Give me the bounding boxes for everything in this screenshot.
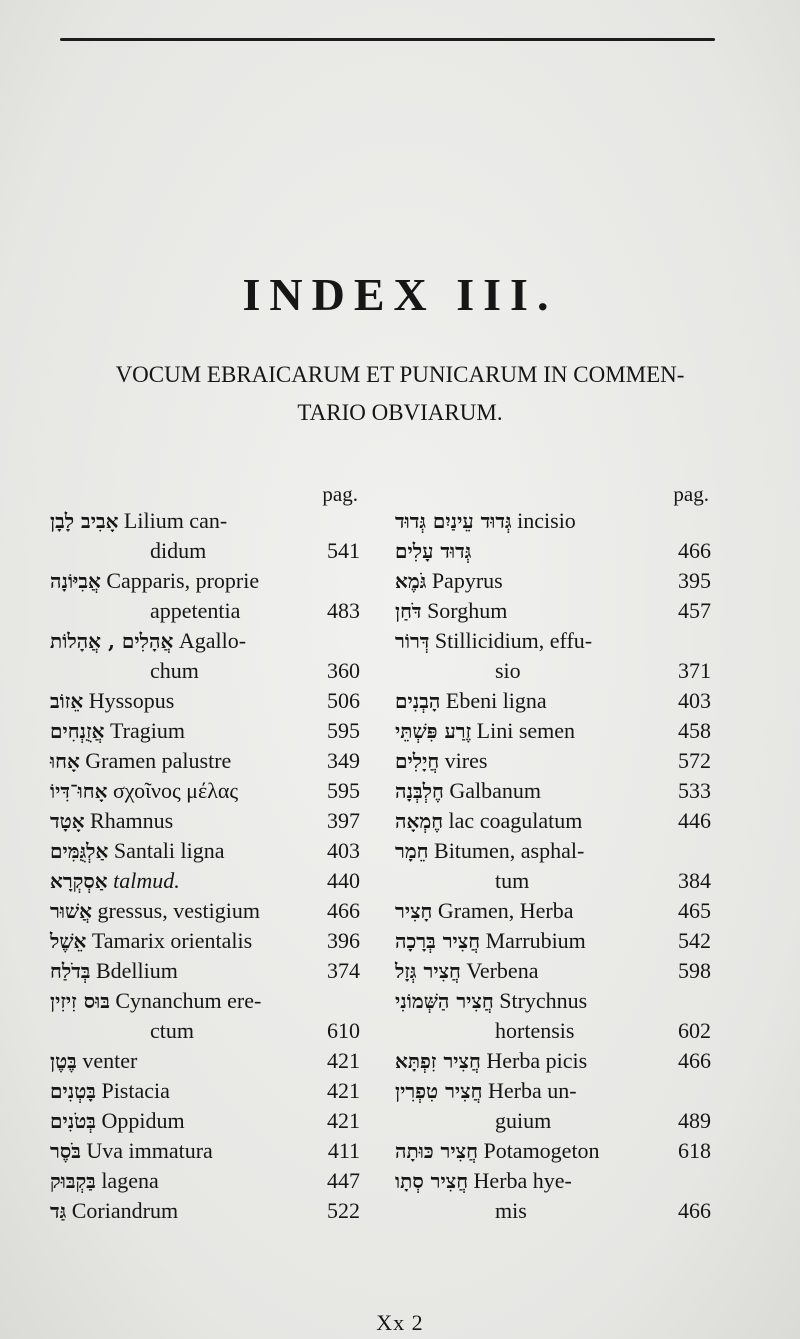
latin-gloss: σχοῖνος μέλας <box>112 778 239 803</box>
index-entry <box>50 986 360 1046</box>
index-title: INDEX III. <box>242 269 558 320</box>
latin-gloss: Uva immatura <box>86 1138 213 1163</box>
entry-line <box>50 866 360 896</box>
hebrew-term: בְּטֹנִים <box>50 1109 96 1133</box>
latin-gloss: Verbena <box>466 958 539 983</box>
latin-gloss: gressus, vestigium <box>97 898 261 923</box>
hebrew-term: חֵמָר <box>395 839 429 863</box>
hebrew-term: הָבְנִים <box>395 689 441 713</box>
hebrew-term: חֲיָלִים <box>395 749 440 773</box>
page-number: 542 <box>678 928 711 953</box>
page-number: 465 <box>678 898 711 923</box>
latin-gloss: Marrubium <box>485 928 586 953</box>
page-number: 572 <box>678 748 711 773</box>
page-number: 446 <box>678 808 711 833</box>
index-entry <box>395 1166 711 1226</box>
entry-line <box>395 1166 711 1196</box>
entry-line <box>50 686 360 716</box>
latin-gloss: Rhamnus <box>90 808 174 833</box>
entry-line <box>395 986 711 1016</box>
hebrew-term: בֹּסֶר <box>50 1139 81 1163</box>
index-entry <box>50 956 360 986</box>
index-entry <box>50 776 360 806</box>
index-entry <box>395 836 711 896</box>
latin-gloss-continuation: chum <box>150 658 199 683</box>
entry-line <box>395 536 711 566</box>
entry-line <box>50 1106 360 1136</box>
index-entry <box>395 1046 711 1076</box>
latin-gloss: lac coagulatum <box>448 808 583 833</box>
latin-gloss: Lini semen <box>476 718 576 743</box>
page-number: 602 <box>678 1018 711 1043</box>
index-entry <box>50 686 360 716</box>
page-number: 458 <box>678 718 711 743</box>
entry-line <box>395 746 711 776</box>
hebrew-term: אֲהָלִים , אֲהָלוֹת <box>50 629 174 653</box>
entry-line <box>50 566 360 596</box>
page-number: 466 <box>678 1048 711 1073</box>
index-entry <box>50 1106 360 1136</box>
latin-gloss: venter <box>82 1048 138 1073</box>
entry-line <box>50 1136 360 1166</box>
index-entry <box>395 956 711 986</box>
hebrew-term: חֲצִיר בְּרָכָה <box>395 929 481 953</box>
hebrew-term: אַסְקְרָא <box>50 869 108 893</box>
entry-line <box>50 1196 360 1226</box>
latin-gloss: Gramen, Herba <box>437 898 574 923</box>
entry-line <box>50 806 360 836</box>
latin-gloss: lagena <box>101 1168 159 1193</box>
hebrew-term: בְּדֹלַח <box>50 959 91 983</box>
entry-line <box>395 686 711 716</box>
latin-gloss: Papyrus <box>431 568 503 593</box>
page-number: 395 <box>678 568 711 593</box>
index-entry <box>50 926 360 956</box>
index-entry <box>395 506 711 536</box>
latin-gloss-continuation: sio <box>495 658 521 683</box>
latin-gloss: Potamogeton <box>483 1138 600 1163</box>
hebrew-term: אֵשֶׁל <box>50 929 87 953</box>
index-entry <box>50 836 360 866</box>
entry-line <box>50 776 360 806</box>
index-entry <box>395 686 711 716</box>
latin-gloss: Stillicidium, effu- <box>434 628 593 653</box>
index-entry <box>50 1076 360 1106</box>
latin-gloss: Agallo- <box>178 628 247 653</box>
latin-gloss: Coriandrum <box>71 1198 179 1223</box>
entry-line <box>50 1076 360 1106</box>
entry-line <box>395 836 711 866</box>
hebrew-term: חֶלְבְּנָה <box>395 779 444 803</box>
subtitle-line-2: TARIO OBVIARUM. <box>297 400 503 425</box>
entry-line <box>395 506 711 536</box>
index-entry <box>395 1136 711 1166</box>
entry-line <box>50 1046 360 1076</box>
right-index-column <box>395 482 711 1226</box>
latin-gloss-continuation: didum <box>150 538 207 563</box>
index-entry <box>395 926 711 956</box>
latin-gloss-continuation: hortensis <box>495 1018 575 1043</box>
entry-line <box>50 746 360 776</box>
page-number: 466 <box>327 898 360 923</box>
page-number: 522 <box>327 1198 360 1223</box>
index-subtitle <box>40 356 760 432</box>
pag-header-left: pag. <box>322 482 358 506</box>
index-entry <box>395 626 711 686</box>
latin-gloss: Ebeni ligna <box>445 688 547 713</box>
hebrew-term: בֶּטֶן <box>50 1049 77 1073</box>
hebrew-term: זֶרַע פִּשְׁתֵּי <box>395 719 472 743</box>
page-number: 421 <box>327 1108 360 1133</box>
index-entry <box>395 536 711 566</box>
latin-gloss: incisio <box>517 508 576 533</box>
top-rule <box>60 38 715 41</box>
latin-gloss: Herba un- <box>487 1078 577 1103</box>
entry-line <box>395 926 711 956</box>
left-index-column <box>50 482 360 1226</box>
page-number: 541 <box>327 538 360 563</box>
hebrew-term: אָחוּ־דִּיוֹ <box>50 779 108 803</box>
index-entry <box>50 1046 360 1076</box>
index-entry <box>395 1076 711 1136</box>
page-number: 349 <box>327 748 360 773</box>
latin-gloss: talmud. <box>113 868 180 893</box>
latin-gloss: Sorghum <box>427 598 508 623</box>
index-entry <box>50 506 360 566</box>
page-number: 595 <box>327 718 360 743</box>
hebrew-term: בָּטְנִים <box>50 1079 96 1103</box>
entry-line <box>395 626 711 656</box>
hebrew-term: אָבִיב לָבָן <box>50 509 119 533</box>
latin-gloss-continuation: mis <box>495 1198 527 1223</box>
subtitle-line-1: VOCUM EBRAICARUM ET PUNICARUM IN COMMEN- <box>115 362 685 387</box>
latin-gloss: Strychnus <box>499 988 588 1013</box>
latin-gloss: Herba hye- <box>473 1168 572 1193</box>
hebrew-term: חֲצִיר הַשְּׁמוֹנִי <box>395 989 494 1013</box>
latin-gloss: Oppidum <box>101 1108 185 1133</box>
index-entry <box>50 806 360 836</box>
page-number: 421 <box>327 1048 360 1073</box>
page-number: 598 <box>678 958 711 983</box>
pag-header-right: pag. <box>673 482 709 506</box>
hebrew-term: גֹּמֶא <box>395 569 427 593</box>
page-number: 610 <box>327 1018 360 1043</box>
latin-gloss: Galbanum <box>449 778 541 803</box>
hebrew-term: אַלְגֻּמִּים <box>50 839 109 863</box>
hebrew-term: אֲבִיּוֹנָה <box>50 569 101 593</box>
page-number: 506 <box>327 688 360 713</box>
latin-gloss: Gramen palustre <box>85 748 232 773</box>
index-entry <box>50 866 360 896</box>
index-entry <box>50 716 360 746</box>
index-entry <box>395 986 711 1046</box>
hebrew-term: חֲצִיר זִפְתָּא <box>395 1049 481 1073</box>
page-number: 421 <box>327 1078 360 1103</box>
index-entry <box>50 1166 360 1196</box>
page-number: 397 <box>327 808 360 833</box>
entry-line <box>395 716 711 746</box>
page-number: 466 <box>678 1198 711 1223</box>
latin-gloss-continuation: tum <box>495 868 530 893</box>
entry-line <box>395 1046 711 1076</box>
entry-line <box>50 1166 360 1196</box>
latin-gloss: Cynanchum ere- <box>115 988 262 1013</box>
entry-line <box>395 806 711 836</box>
entry-line <box>50 836 360 866</box>
hebrew-term: אֲזֻנְחִים <box>50 719 105 743</box>
page-number: 374 <box>327 958 360 983</box>
latin-gloss: Pistacia <box>101 1078 170 1103</box>
index-entry <box>50 896 360 926</box>
hebrew-term: אָחוּ <box>50 749 80 773</box>
latin-gloss-continuation: guium <box>495 1108 552 1133</box>
page-number: 440 <box>327 868 360 893</box>
page-number: 466 <box>678 538 711 563</box>
page-number: 384 <box>678 868 711 893</box>
index-entry <box>395 716 711 746</box>
latin-gloss: Bdellium <box>95 958 178 983</box>
page-number: 403 <box>678 688 711 713</box>
signature-mark: Xx 2 <box>376 1310 424 1335</box>
hebrew-term: גְּדוּד עָלִים <box>395 539 472 563</box>
latin-gloss-continuation: appetentia <box>150 598 241 623</box>
entry-line <box>50 716 360 746</box>
entry-line <box>395 896 711 926</box>
entry-line <box>50 626 360 656</box>
page-number: 457 <box>678 598 711 623</box>
page-number: 618 <box>678 1138 711 1163</box>
entry-line <box>395 596 711 626</box>
index-entry <box>395 896 711 926</box>
entry-line <box>395 566 711 596</box>
index-entry <box>395 776 711 806</box>
hebrew-term: אָטָד <box>50 809 85 833</box>
entry-line <box>395 1076 711 1106</box>
latin-gloss: Hyssopus <box>88 688 175 713</box>
index-entry <box>50 1196 360 1226</box>
index-entry <box>50 1136 360 1166</box>
page-number: 595 <box>327 778 360 803</box>
hebrew-term: דֹּחַן <box>395 599 422 623</box>
entry-line <box>50 986 360 1016</box>
hebrew-term: חֲצִיר גְּזָל <box>395 959 461 983</box>
entry-line <box>50 506 360 536</box>
hebrew-term: גַּד <box>50 1199 67 1223</box>
hebrew-term: חָצִיר <box>395 899 433 923</box>
latin-gloss: Tragium <box>109 718 185 743</box>
index-entry <box>395 596 711 626</box>
index-entry <box>395 566 711 596</box>
page-number: 489 <box>678 1108 711 1133</box>
hebrew-term: בַּקְבּוּק <box>50 1169 96 1193</box>
latin-gloss: Capparis, proprie <box>106 568 260 593</box>
latin-gloss-continuation: ctum <box>150 1018 194 1043</box>
hebrew-term: חֲצִיר סְתָו <box>395 1169 469 1193</box>
index-entry <box>395 806 711 836</box>
entry-line <box>50 956 360 986</box>
index-entry <box>50 566 360 626</box>
entry-line <box>395 956 711 986</box>
page-number: 483 <box>327 598 360 623</box>
index-entry <box>50 746 360 776</box>
index-entry <box>50 626 360 686</box>
page-number: 533 <box>678 778 711 803</box>
entry-line <box>50 896 360 926</box>
page-number: 403 <box>327 838 360 863</box>
latin-gloss: Tamarix orientalis <box>91 928 253 953</box>
hebrew-term: גְּדוּד עֵינַיִם גְּדוּד <box>395 509 512 533</box>
latin-gloss: Lilium can- <box>123 508 228 533</box>
page-number: 447 <box>327 1168 360 1193</box>
hebrew-term: בּוּס זִיזִין <box>50 989 110 1013</box>
page-number: 396 <box>327 928 360 953</box>
hebrew-term: חֲצִיר טִפְרִין <box>395 1079 483 1103</box>
latin-gloss: Herba picis <box>486 1048 588 1073</box>
index-entry <box>395 746 711 776</box>
entry-line <box>395 776 711 806</box>
hebrew-term: אֲשׁוּר <box>50 899 92 923</box>
page-number: 411 <box>327 1138 360 1163</box>
hebrew-term: דְּרוֹר <box>395 629 430 653</box>
page-number: 360 <box>327 658 360 683</box>
latin-gloss: Bitumen, asphal- <box>434 838 585 863</box>
hebrew-term: חֶמְאָה <box>395 809 444 833</box>
entry-line <box>50 926 360 956</box>
hebrew-term: אֵזוֹב <box>50 689 84 713</box>
entry-line <box>395 1136 711 1166</box>
latin-gloss: Santali ligna <box>113 838 225 863</box>
latin-gloss: vires <box>444 748 488 773</box>
page-number: 371 <box>678 658 711 683</box>
hebrew-term: חֲצִיר כּוּתָה <box>395 1139 478 1163</box>
